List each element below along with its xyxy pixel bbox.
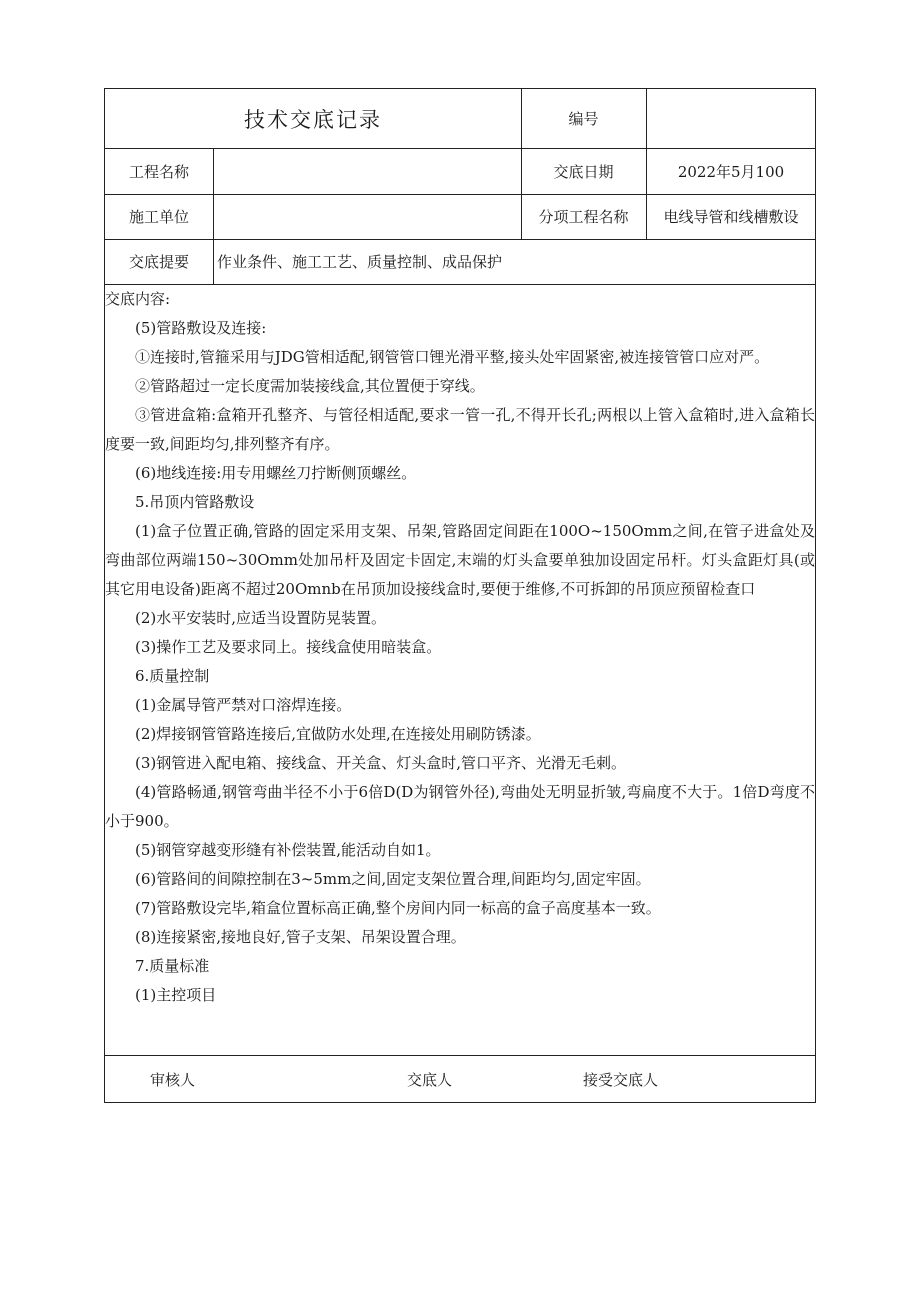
content-paragraph: (5)钢管穿越变形缝有补偿装置,能活动自如1。: [135, 841, 441, 859]
content-paragraph: (4)管路畅通,钢管弯曲半径不小于6倍D(D为钢管外径),弯曲处无明显折皱,弯扁度不大于。1倍D弯度不小于900。: [105, 783, 815, 830]
content-paragraph: (6)管路间的间隙控制在3~5mm之间,固定支架位置合理,间距均匀,固定牢固。: [135, 870, 651, 888]
construction-unit-label: 施工单位: [128, 208, 189, 226]
row-divider: [105, 1055, 815, 1056]
content-paragraph: (1)盒子位置正确,管路的固定采用支架、吊架,管路固定间距在100O~150Omm之间,在管子进盒处及弯曲部位两端150~30Omm处加吊杆及固定卡固定,末端的灯头盒要单独加设固定吊杆。灯头盒距灯具(或其它用电设备)距离不超过20Omnb在吊顶加设接线盒时,要便于维修,不可拆卸的吊顶应预留检查口: [105, 522, 815, 598]
content-paragraph: (3)操作工艺及要求同上。接线盒使用暗装盒。: [135, 638, 442, 656]
summary-label: 交底提要: [128, 253, 189, 271]
document-title: 技术交底记录: [244, 107, 382, 132]
sub-project-value: 电线导管和线槽敷设: [663, 208, 799, 226]
sub-project-label: 分项工程名称: [538, 208, 629, 226]
date-label: 交底日期: [553, 162, 614, 181]
discloser-label: 交底人: [407, 1071, 453, 1089]
section-heading: 6.质量控制: [135, 667, 210, 685]
content-paragraph: (1)主控项目: [135, 986, 217, 1004]
number-label: 编号: [568, 110, 599, 128]
content-paragraph: (7)管路敷设完毕,箱盒位置标高正确,整个房间内同一标高的盒子高度基本一致。: [135, 899, 661, 917]
summary-value: 作业条件、施工工艺、质量控制、成品保护: [217, 253, 503, 271]
project-name-label: 工程名称: [128, 162, 189, 181]
content-paragraph: (8)连接紧密,接地良好,管子支架、吊架设置合理。: [135, 928, 466, 946]
project-name-value: [213, 148, 527, 194]
disclosure-record-form: [104, 88, 816, 1103]
section-heading: 7.质量标准: [135, 957, 210, 975]
construction-unit-value: [213, 194, 527, 239]
content-paragraph: ①连接时,管箍采用与JDG管相适配,钢管管口锂光滑平整,接头处牢固紧密,被连接管管口应对严。: [135, 348, 770, 366]
date-value: 2022年5月100: [677, 162, 785, 181]
content-paragraph: (2)焊接钢管管路连接后,宜做防水处理,在连接处用刷防锈漆。: [135, 725, 541, 743]
reviewer-label: 审核人: [150, 1071, 196, 1089]
content-paragraph: (5)管路敷设及连接:: [135, 319, 267, 337]
content-paragraph: (6)地线连接:用专用螺丝刀拧断侧顶螺丝。: [135, 464, 417, 482]
content-heading: 交底内容:: [105, 290, 171, 308]
section-heading: 5.吊顶内管路敷设: [135, 493, 255, 511]
content-paragraph: (2)水平安装时,应适当设置防晃装置。: [135, 609, 387, 627]
content-paragraph: ②管路超过一定长度需加装接线盒,其位置便于穿线。: [135, 377, 485, 395]
content-paragraph: (3)钢管进入配电箱、接线盒、开关盒、灯头盒时,管口平齐、光滑无毛刺。: [135, 754, 627, 772]
receiver-label: 接受交底人: [583, 1071, 659, 1089]
content-paragraph: (1)金属导管严禁对口溶焊连接。: [135, 696, 352, 714]
number-value: [646, 89, 816, 148]
content-paragraph: ③管进盒箱:盒箱开孔整齐、与管径相适配,要求一管一孔,不得开长孔;两根以上管入盒箱时,进入盒箱长度要一致,间距均匀,排列整齐有序。: [105, 406, 815, 453]
disclosure-content: [105, 285, 815, 1010]
